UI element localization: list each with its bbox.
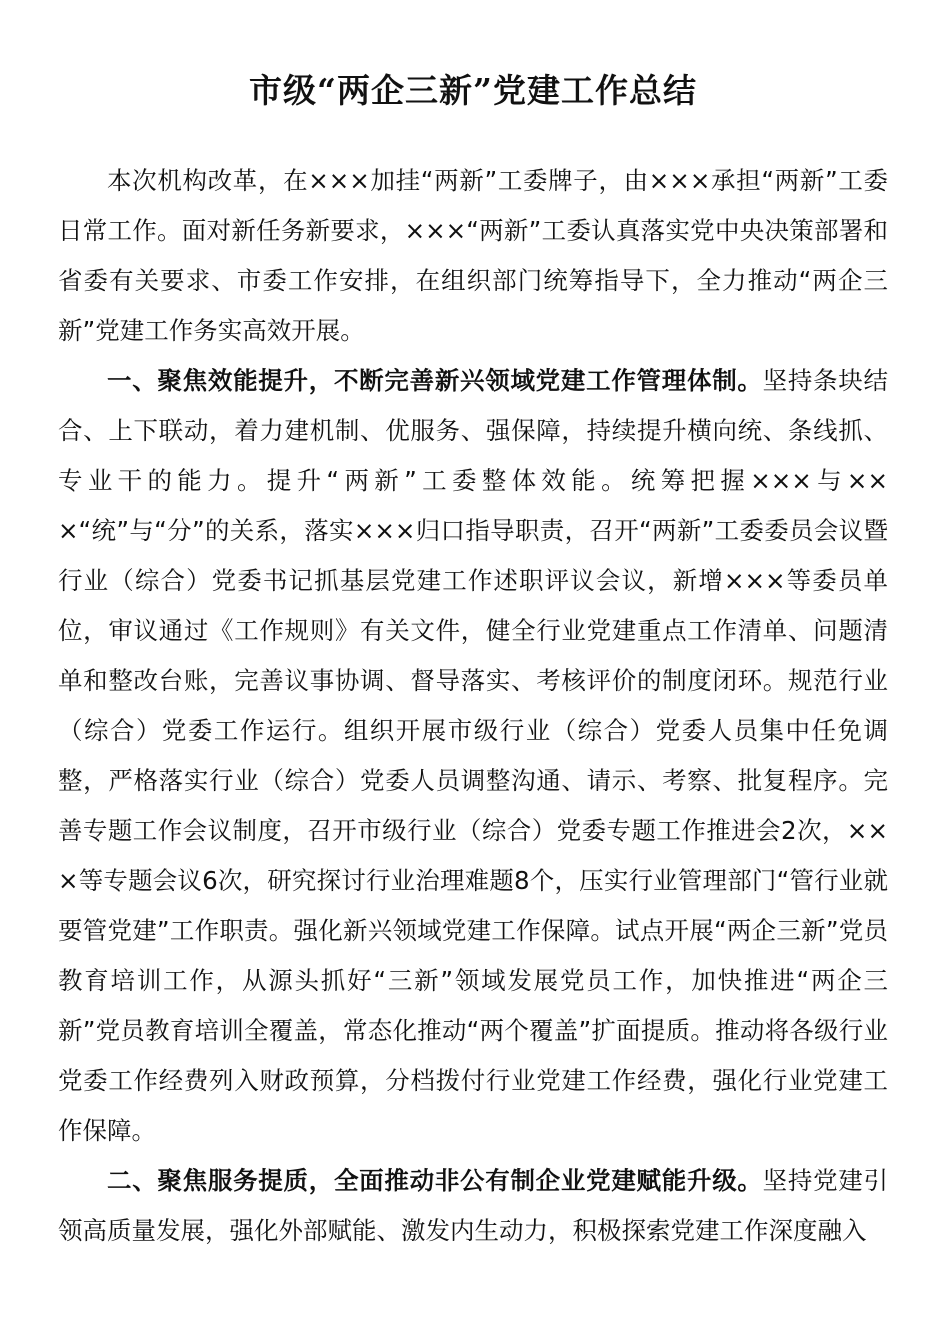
section-1-heading: 一、聚焦效能提升，不断完善新兴领域党建工作管理体制。 [107,366,763,395]
paragraph-text: 本次机构改革，在×××加挂“两新”工委牌子，由×××承担“两新”工委日常工作。面对新任务新要求，×××“两新”工委认真落实党中央决策部署和省委有关要求、市委工作安排，在组织部门统筹指导下，全力推动“两企三新”党建工作务实高效开展。 [58,166,888,345]
document-title: 市级“两企三新”党建工作总结 [249,71,697,110]
section-1-text: 坚持条块结合、上下联动，着力建机制、优服务、强保障，持续提升横向统、条线抓、专业干的能力。提升“两新”工委整体效能。统筹把握×××与×××“统”与“分”的关系，落实×××归口指导职责，召开“两新”工委委员会议暨行业（综合）党委书记抓基层党建工作述职评议会议，新增×××等委员单位，审议通过《工作规则》有关文件，健全行业党建重点工作清单、问题清单和整改台账，完善议事协调、督导落实、考核评价的制度闭环。规范行业（综合）党委工作运行。组织开展市级行业（综合）党委人员集中任免调整，严格落实行业（综合）党委人员调整沟通、请示、考察、批复程序。完善专题工作会议制度，召开市级行业（综合）党委专题工作推进会2次，×××等专题会议6次，研究探讨行业治理难题8个，压实行业管理部门“管行业就要管党建”工作职责。强化新兴领域党建工作保障。试点开展“两企三新”党员教育培训工作，从源头抓好“三新”领域发展党员工作，加快推进“两企三新”党员教育培训全覆盖，常态化推动“两个覆盖”扩面提质。推动将各级行业党委工作经费列入财政预算，分档拨付行业党建工作经费，强化行业党建工作保障。 [58,366,889,1145]
document-body [58,156,888,1256]
section-2-heading: 二、聚焦服务提质，全面推动非公有制企业党建赋能升级。 [107,1166,763,1195]
paragraph-section-2 [58,1156,888,1256]
paragraph-section-1 [58,356,888,1156]
section-2-text: 坚持党建引领高质量发展，强化外部赋能、激发内生动力，积极探索党建工作深度融入 [58,1166,889,1245]
paragraph-intro [58,156,888,356]
